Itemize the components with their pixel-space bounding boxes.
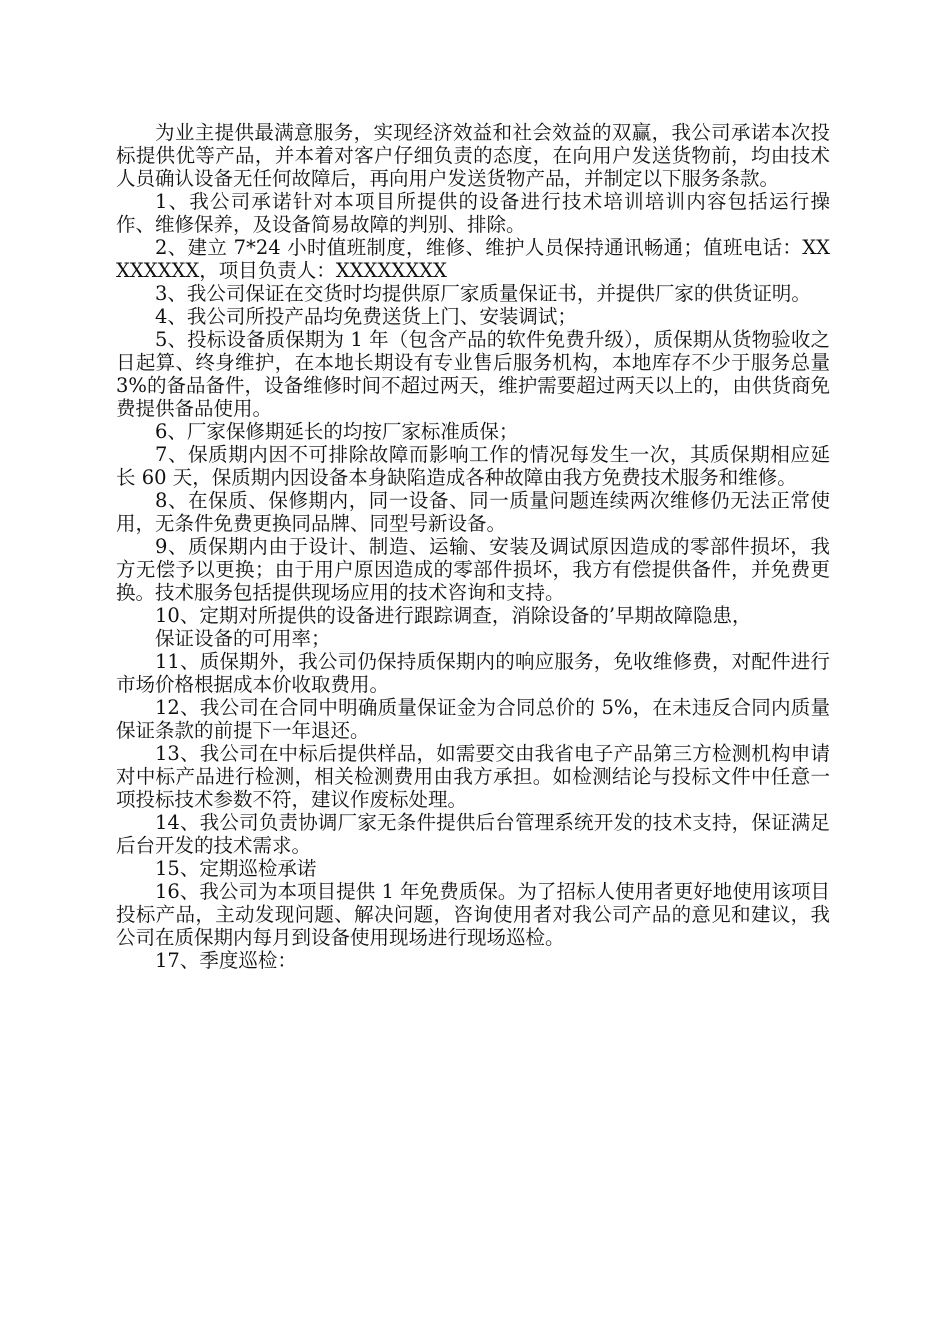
paragraph-item-1: 1、我公司承诺针对本项目所提供的设备进行技术培训培训内容包括运行操作、维修保养，及设备简易故障的判别、排除。 [116, 190, 830, 236]
paragraph-item-10: 10、定期对所提供的设备进行跟踪调查，消除设备的’早期故障隐患， [155, 604, 752, 627]
paragraph-item-7: 7、保质期内因不可排除故障而影响工作的情况每发生一次，其质保期相应延长 60 天，保质期内因设备本身缺陷造成各种故障由我方免费技术服务和维修。 [116, 443, 830, 489]
paragraph-item-15: 15、定期巡检承诺 [155, 857, 317, 880]
paragraph-item-8: 8、在保质、保修期内，同一设备、同一质量问题连续两次维修仍无法正常使用，无条件免费更换同品牌、同型号新设备。 [116, 489, 830, 535]
paragraph-item-12: 12、我公司在合同中明确质量保证金为合同总价的 5%，在未违反合同内质量保证条款的前提下一年退还。 [116, 696, 830, 742]
paragraph-item-4: 4、我公司所投产品均免费送货上门、安装调试； [155, 305, 577, 328]
paragraph-item-3: 3、我公司保证在交货时均提供原厂家质量保证书，并提供厂家的供货证明。 [155, 282, 811, 305]
paragraph-item-9: 9、质保期内由于设计、制造、运输、安装及调试原因造成的零部件损坏，我方无偿予以更换；由于用户原因造成的零部件损坏，我方有偿提供备件，并免费更换。技术服务包括提供现场应用的技术咨询和支持。 [116, 535, 830, 604]
paragraph-item-6: 6、厂家保修期延长的均按厂家标准质保； [155, 420, 519, 443]
paragraph-item-14: 14、我公司负责协调厂家无条件提供后台管理系统开发的技术支持，保证满足后台开发的技术需求。 [116, 811, 830, 857]
paragraph-item-11: 11、质保期外，我公司仍保持质保期内的响应服务，免收维修费，对配件进行市场价格根据成本价收取费用。 [116, 650, 830, 696]
document-body [116, 121, 837, 972]
paragraph-item-10-continued: 保证设备的可用率； [155, 627, 331, 650]
paragraph-item-17: 17、季度巡检： [155, 949, 297, 972]
paragraph-item-2: 2、建立 7*24 小时值班制度，维修、维护人员保持通讯畅通；值班电话：XXXXXXXX，项目负责人：XXXXXXXX [116, 236, 830, 282]
paragraph-item-5: 5、投标设备质保期为 1 年（包含产品的软件免费升级），质保期从货物验收之日起算、终身维护，在本地长期设有专业售后服务机构，本地库存不少于服务总量 3%的备品备件，设备维修时间不超过两天，维护需要超过两天以上的，由供货商免费提供备品使用。 [116, 328, 837, 420]
paragraph-item-16: 16、我公司为本项目提供 1 年免费质保。为了招标人使用者更好地使用该项目投标产品，主动发现问题、解决问题，咨询使用者对我公司产品的意见和建议，我公司在质保期内每月到设备使用现场进行现场巡检。 [116, 880, 830, 949]
paragraph-intro: 为业主提供最满意服务，实现经济效益和社会效益的双赢，我公司承诺本次投标提供优等产品，并本着对客户仔细负责的态度，在向用户发送货物前，均由技术人员确认设备无任何故障后，再向用户发送货物产品，并制定以下服务条款。 [116, 121, 830, 190]
paragraph-item-13: 13、我公司在中标后提供样品，如需要交由我省电子产品第三方检测机构申请对中标产品进行检测，相关检测费用由我方承担。如检测结论与投标文件中任意一项投标技术参数不符，建议作废标处理。 [116, 742, 830, 811]
